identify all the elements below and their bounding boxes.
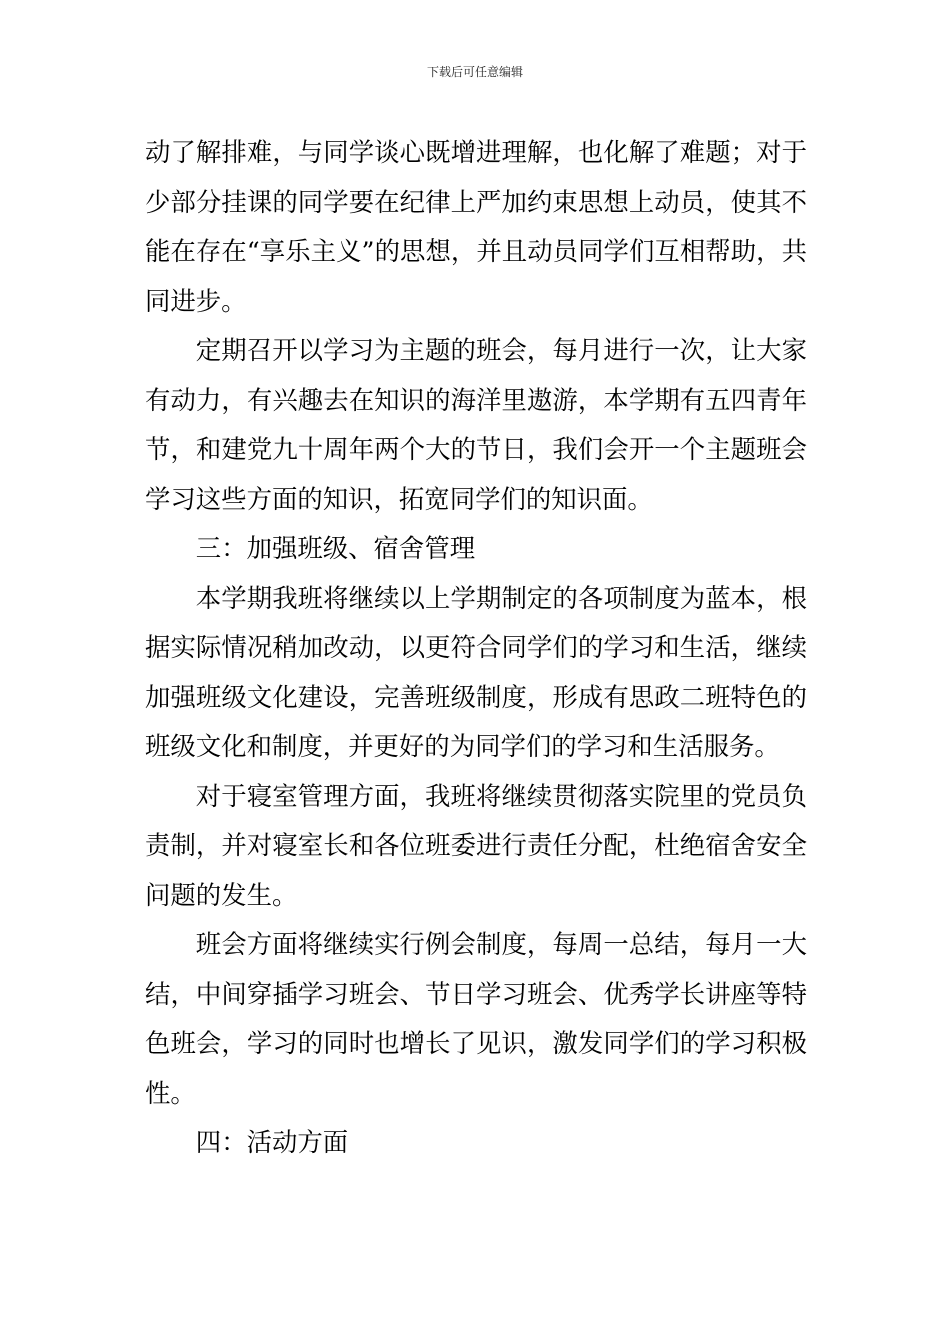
paragraph-class-rules: 本学期我班将继续以上学期制定的各项制度为蓝本，根据实际情况稍加改动，以更符合同学们的学习和生活，继续加强班级文化建设，完善班级制度，形成有思政二班特色的班级文化和制度，并更好的为同学们的学习和生活服务。 xyxy=(145,582,807,761)
paragraph-class-meetings: 班会方面将继续实行例会制度，每周一总结，每月一大结，中间穿插学习班会、节日学习班会、优秀学长讲座等特色班会，学习的同时也增长了见识，激发同学们的学习积极性。 xyxy=(145,929,807,1108)
section-heading-4: 四：活动方面 xyxy=(195,1127,349,1157)
paragraph-continuation: 动了解排难，与同学谈心既增进理解，也化解了难题；对于少部分挂课的同学要在纪律上严加约束思想上动员，使其不能在存在“享乐主义”的思想，并且动员同学们互相帮助，共同进步。 xyxy=(145,137,807,316)
section-heading-3: 三：加强班级、宿舍管理 xyxy=(195,533,476,563)
paragraph-dorm-management: 对于寝室管理方面，我班将继续贯彻落实院里的党员负责制，并对寝室长和各位班委进行责任分配，杜绝宿舍安全问题的发生。 xyxy=(145,780,807,910)
page-header-note: 下载后可任意编辑 xyxy=(426,65,523,79)
paragraph-class-meeting-study: 定期召开以学习为主题的班会，每月进行一次，让大家有动力，有兴趣去在知识的海洋里遨游，本学期有五四青年节，和建党九十周年两个大的节日，我们会开一个主题班会学习这些方面的知识，拓宽同学们的知识面。 xyxy=(145,335,807,514)
document-body xyxy=(145,128,807,1168)
